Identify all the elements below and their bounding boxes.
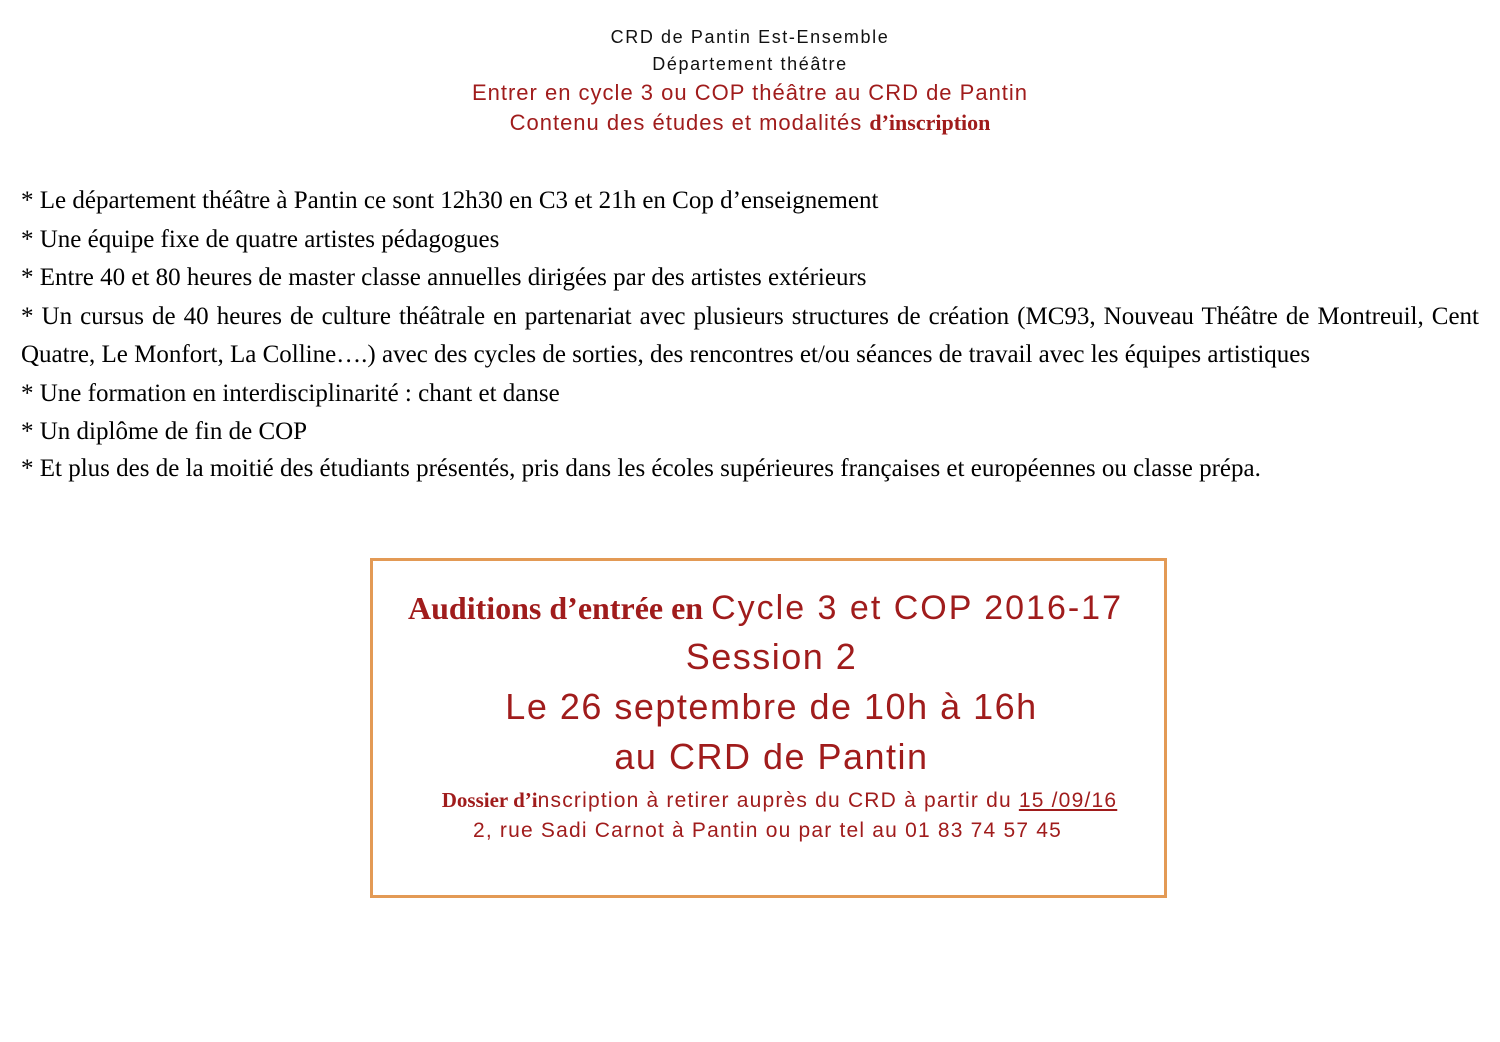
list-item: * Entre 40 et 80 heures de master classe annuelles dirigées par des artistes extérieurs	[21, 264, 867, 291]
subheadline-bold: d’inscription	[869, 110, 991, 135]
list-item: * Et plus des de la moitié des étudiants présentés, pris dans les écoles supérieures françaises et européennes ou classe prépa.	[21, 454, 1261, 482]
organization-name: CRD de Pantin Est-Ensemble	[610, 27, 890, 47]
document-header	[0, 24, 1500, 138]
auditions-title-rest: Cycle 3 et COP 2016-17	[711, 589, 1124, 627]
subheadline	[0, 108, 1500, 138]
list-item: * Une équipe fixe de quatre artistes pédagogues	[21, 225, 500, 253]
dossier-date: 15 /09/16	[1018, 789, 1118, 812]
auditions-title	[373, 587, 1158, 629]
dossier-bold: Dossier d’i	[441, 788, 538, 812]
audition-date: Le 26 septembre de 10h à 16h	[505, 686, 1038, 727]
auditions-title-bold: Auditions d’entrée en	[407, 590, 712, 626]
headline: Entrer en cycle 3 ou COP théâtre au CRD de Pantin	[471, 80, 1029, 105]
contact-address: 2, rue Sadi Carnot à Pantin ou par tel au 01 83 74 57 45	[472, 819, 1063, 842]
dossier-text: nscription à retirer auprès du CRD à partir du	[537, 789, 1019, 812]
list-item: * Un cursus de 40 heures de culture théâtrale en partenariat avec plusieurs structures de création (MC93, Nouveau Théâtre de Montreuil, Cent Quatre, Le Monfort, La Colline….) avec des cycles de sorties, des rencontres et/ou séances de travail avec les équipes artistiques	[21, 302, 1479, 368]
list-item: * Un diplôme de fin de COP	[21, 418, 308, 445]
dossier-info	[373, 785, 1170, 816]
department-name: Département théâtre	[652, 54, 848, 74]
feature-list	[21, 182, 1479, 486]
session-label: Session 2	[685, 636, 858, 677]
auditions-box	[370, 558, 1167, 898]
audition-place: au CRD de Pantin	[614, 736, 929, 777]
subheadline-text: Contenu des études et modalités	[509, 110, 870, 135]
list-item: * Une formation en interdisciplinarité : chant et danse	[21, 379, 560, 407]
list-item: * Le département théâtre à Pantin ce sont 12h30 en C3 et 21h en Cop d’enseignement	[21, 187, 879, 214]
